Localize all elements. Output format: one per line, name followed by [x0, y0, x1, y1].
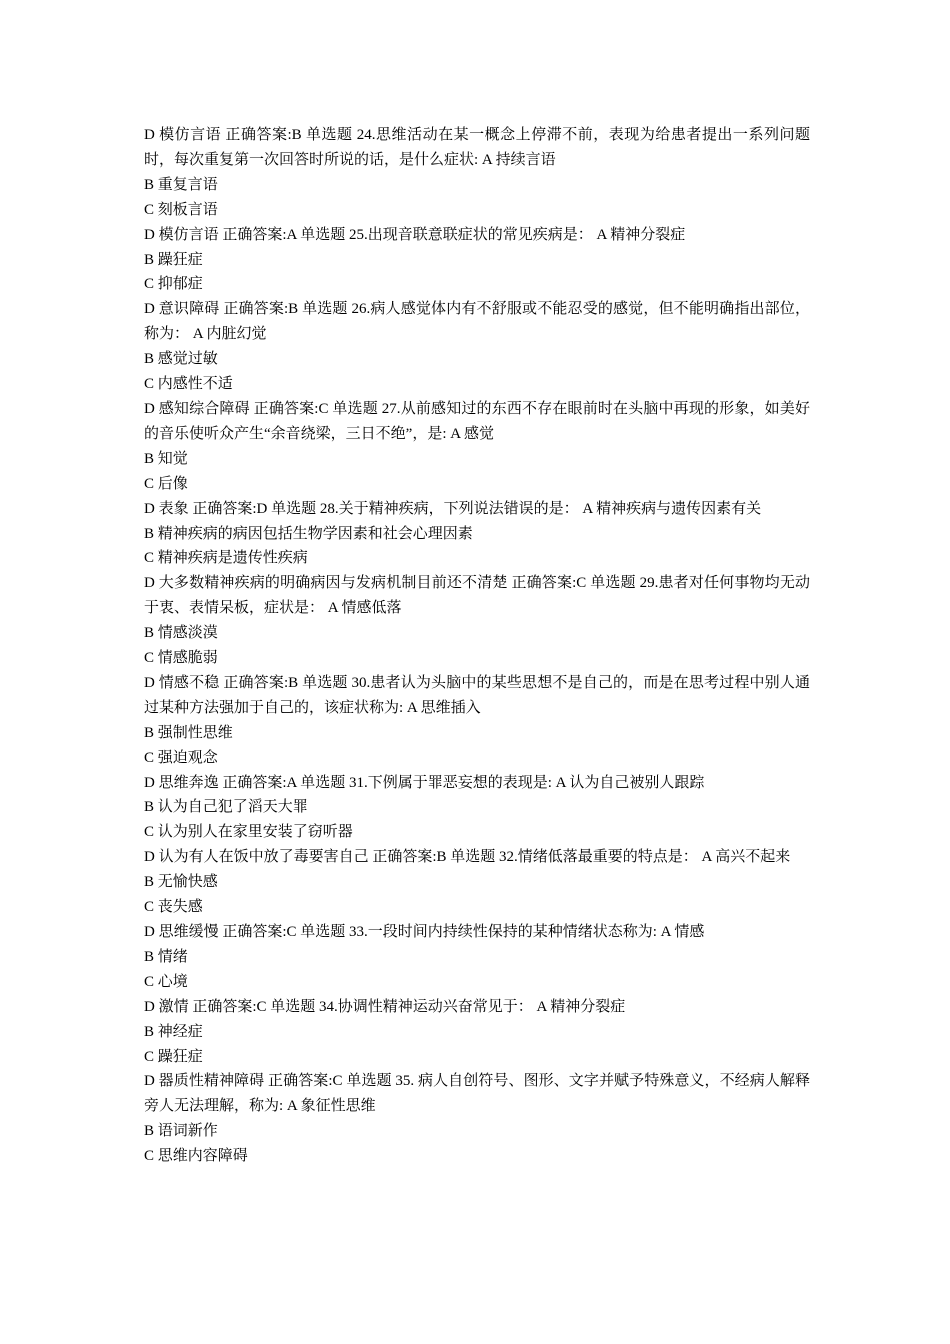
- text-line: D 情感不稳 正确答案:B 单选题 30.患者认为头脑中的某些思想不是自己的，而是在思考过程中别人通过某种方法强加于自己的，该症状称为: A 思维插入: [144, 674, 810, 716]
- text-line: D 思维缓慢 正确答案:C 单选题 33.一段时间内持续性保持的某种情绪状态称为: A 情感: [144, 924, 705, 940]
- text-line: B 重复言语: [144, 176, 218, 193]
- text-line: C 情感脆弱: [144, 650, 218, 667]
- text-line: D 意识障碍 正确答案:B 单选题 26.病人感觉体内有不舒服或不能忍受的感觉，但不能明确指出部位，称为： A 内脏幻觉: [144, 301, 810, 343]
- text-line: C 后像: [144, 475, 188, 492]
- text-line: C 强迫观念: [144, 749, 218, 766]
- text-line: D 模仿言语 正确答案:A 单选题 25.出现音联意联症状的常见疾病是： A 精神分裂症: [144, 226, 686, 243]
- text-line: B 躁狂症: [144, 251, 203, 268]
- text-line: D 思维奔逸 正确答案:A 单选题 31.下例属于罪恶妄想的表现是: A 认为自己被别人跟踪: [144, 774, 705, 791]
- text-line: C 心境: [144, 973, 188, 990]
- text-line: B 无愉快感: [144, 874, 218, 891]
- text-line: B 感觉过敏: [144, 351, 218, 368]
- text-line: C 认为别人在家里安装了窃听器: [144, 824, 353, 841]
- text-line: B 精神疾病的病因包括生物学因素和社会心理因素: [144, 525, 473, 542]
- text-line: D 模仿言语 正确答案:B 单选题 24.思维活动在某一概念上停滞不前，表现为给患者提出一系列问题时，每次重复第一次回答时所说的话，是什么症状: A 持续言语: [144, 127, 810, 168]
- text-line: D 器质性精神障碍 正确答案:C 单选题 35. 病人自创符号、图形、文字并赋予特殊意义，不经病人解释旁人无法理解，称为: A 象征性思维: [144, 1073, 810, 1115]
- text-line: B 神经症: [144, 1023, 203, 1040]
- text-line: C 躁狂症: [144, 1048, 203, 1065]
- text-line: C 刻板言语: [144, 201, 218, 218]
- document-body: [144, 123, 810, 1169]
- text-line: B 情绪: [144, 948, 188, 965]
- text-line: B 知觉: [144, 450, 188, 467]
- text-line: D 感知综合障碍 正确答案:C 单选题 27.从前感知过的东西不存在眼前时在头脑中再现的形象，如美好的音乐使听众产生“余音绕梁，三日不绝”，是: A 感觉: [144, 400, 810, 442]
- text-line: D 表象 正确答案:D 单选题 28.关于精神疾病，下列说法错误的是： A 精神疾病与遗传因素有关: [144, 500, 762, 517]
- text-line: D 认为有人在饭中放了毒要害自己 正确答案:B 单选题 32.情绪低落最重要的特点是： A 高兴不起来: [144, 849, 791, 866]
- text-line: B 强制性思维: [144, 724, 233, 741]
- text-line: B 情感淡漠: [144, 625, 218, 642]
- text-line: D 大多数精神疾病的明确病因与发病机制目前还不清楚 正确答案:C 单选题 29.患者对任何事物均无动于衷、表情呆板，症状是： A 情感低落: [144, 575, 810, 617]
- text-line: C 内感性不适: [144, 376, 233, 393]
- text-line: C 精神疾病是遗传性疾病: [144, 550, 308, 567]
- text-line: B 认为自己犯了滔天大罪: [144, 799, 308, 816]
- text-line: C 思维内容障碍: [144, 1148, 248, 1165]
- text-line: D 激情 正确答案:C 单选题 34.协调性精神运动兴奋常见于： A 精神分裂症: [144, 998, 626, 1015]
- text-line: C 抑郁症: [144, 276, 203, 293]
- text-line: C 丧失感: [144, 899, 203, 916]
- text-line: B 语词新作: [144, 1123, 218, 1140]
